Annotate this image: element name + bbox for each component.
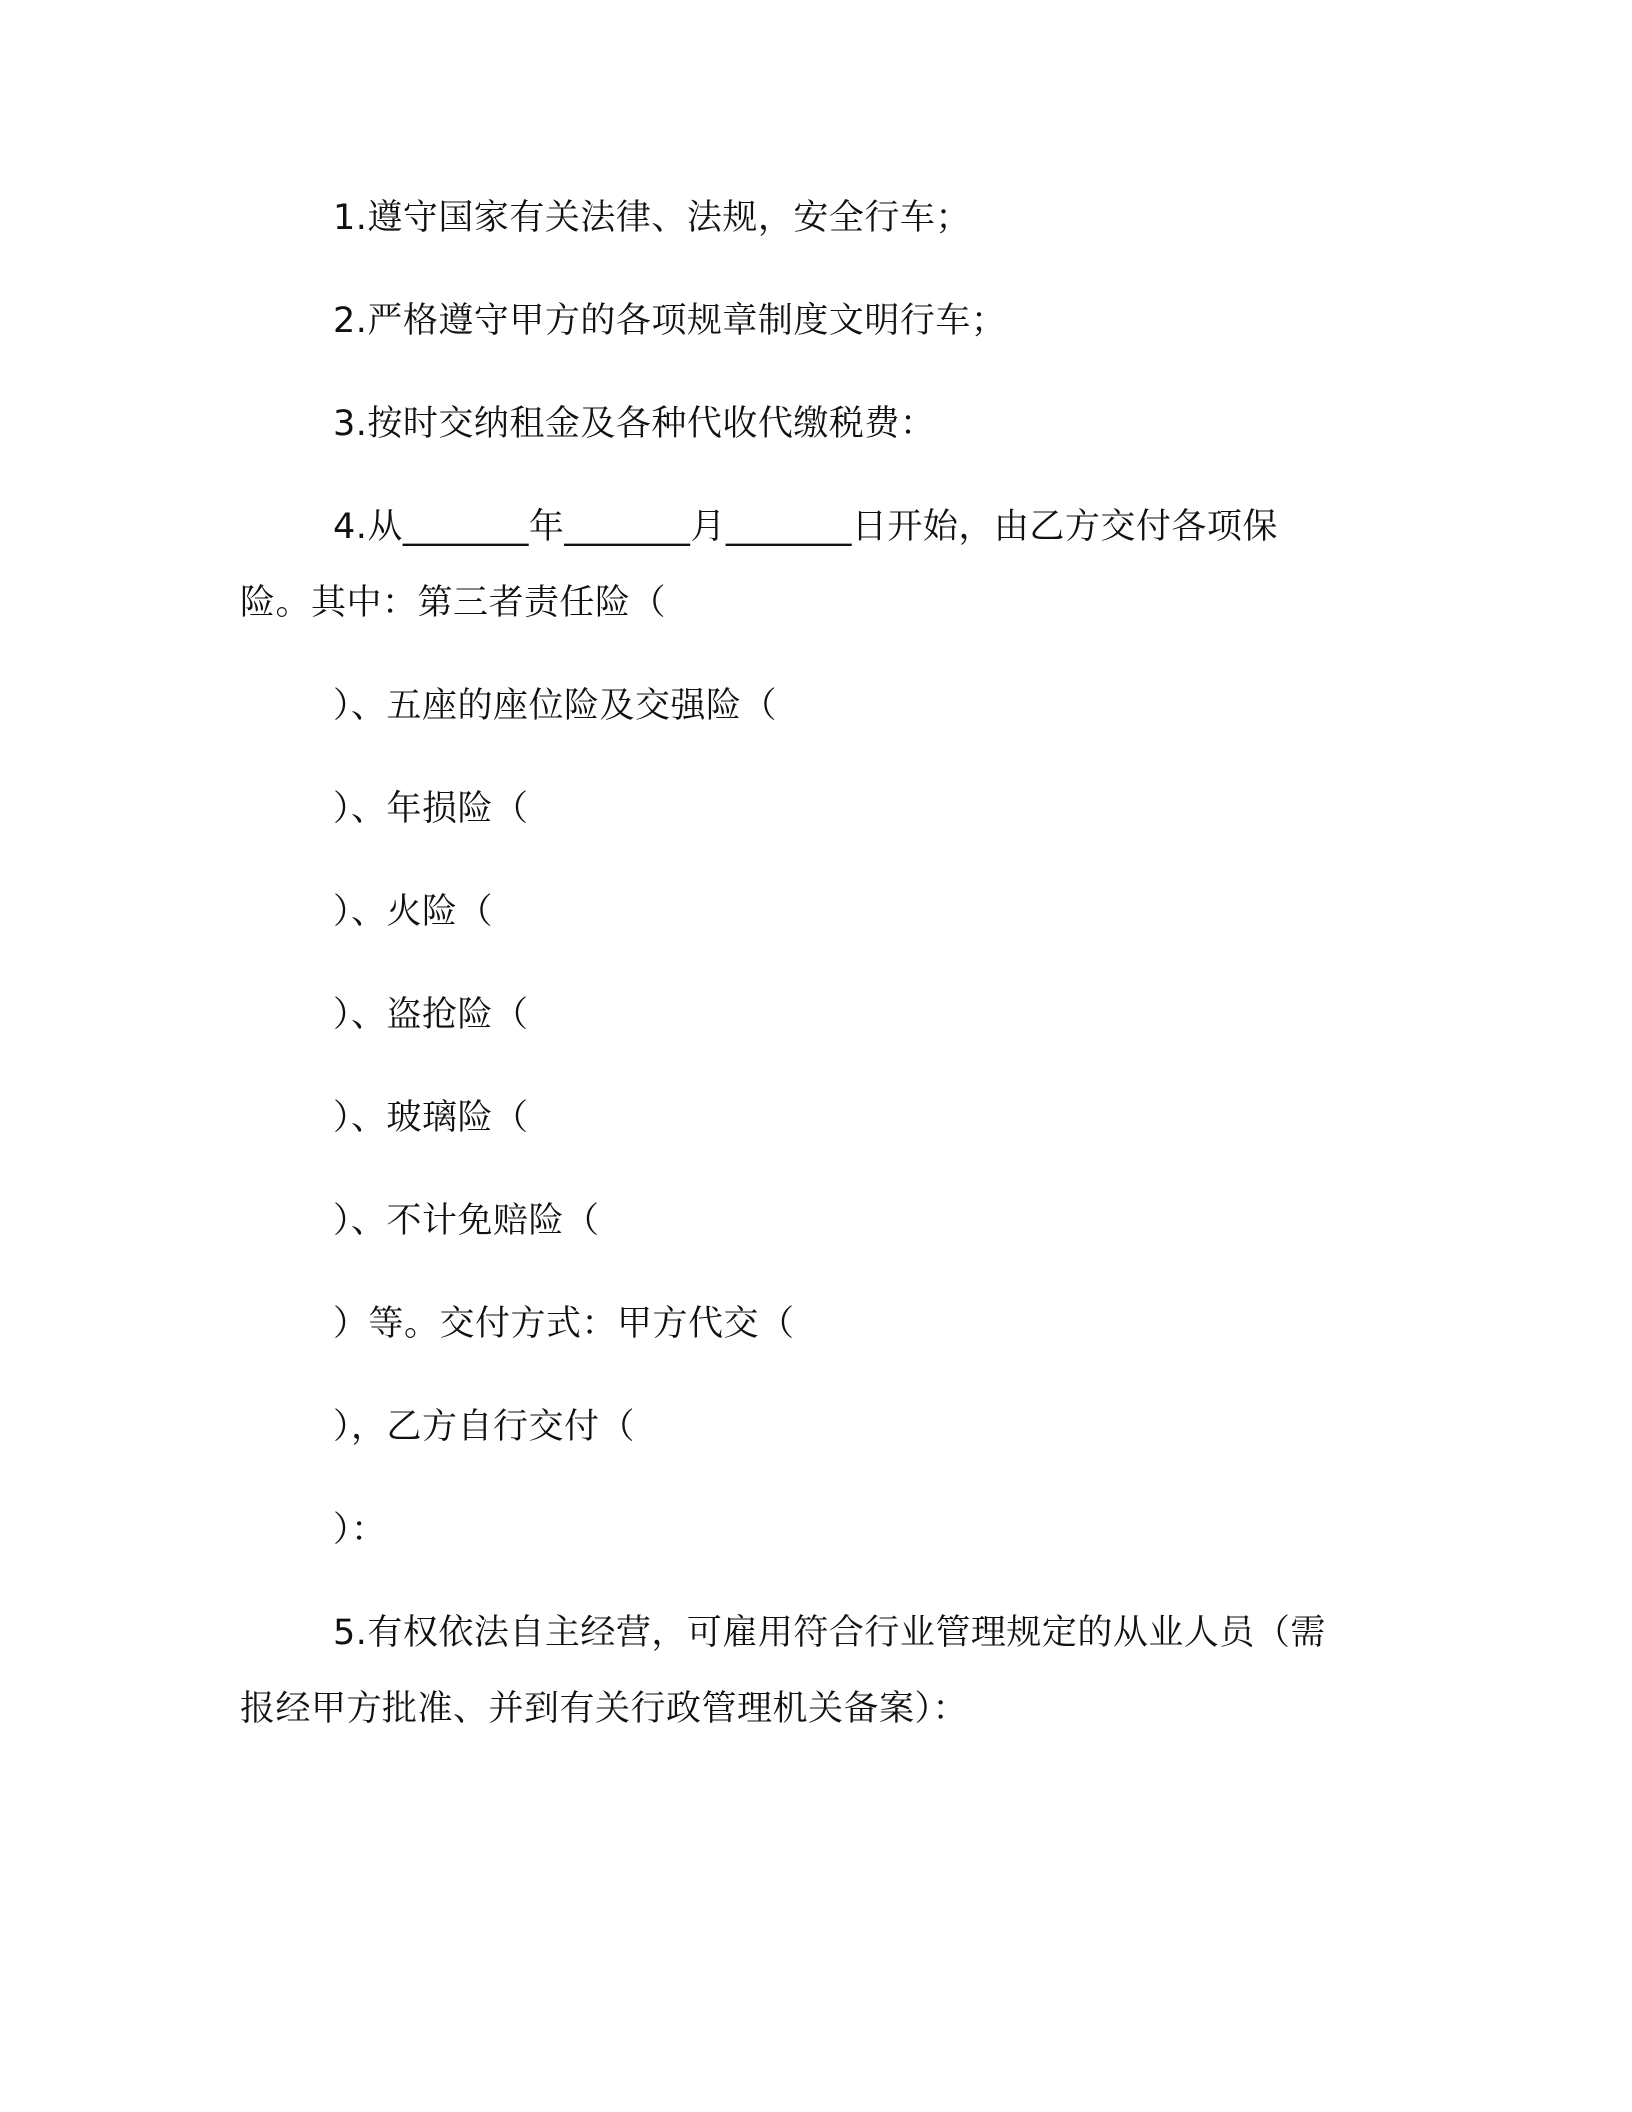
clause-5-line-1: 5.有权依法自主经营，可雇用符合行业管理规定的从业人员（需: [333, 1613, 1326, 1653]
clause-4-line-7: ）、玻璃险（: [333, 1098, 529, 1138]
clause-4-line-11: ）：: [333, 1510, 387, 1550]
clause-3: 3.按时交纳租金及各种代收代缴税费：: [333, 404, 936, 444]
clause-4-line-3: ）、五座的座位险及交强险（: [333, 686, 778, 726]
clause-2: 2.严格遵守甲方的各项规章制度文明行车；: [333, 301, 1007, 341]
clause-4-line-10: ），乙方自行交付（: [333, 1407, 636, 1447]
clause-4-line-9: ）等。交付方式：甲方代交（: [333, 1304, 795, 1344]
clause-4-line-4: ）、年损险（: [333, 789, 529, 829]
clause-1: 1.遵守国家有关法律、法规，安全行车；: [333, 198, 971, 238]
clause-5-line-2: 报经甲方批准、并到有关行政管理机关备案）：: [240, 1689, 969, 1729]
clause-4-line-6: ）、盗抢险（: [333, 995, 529, 1035]
clause-4-line-1: 4.从_______年_______月_______日开始，由乙方交付各项保: [333, 507, 1278, 547]
clause-4-line-5: ）、火险（: [333, 892, 494, 932]
clause-4-line-2: 险。其中：第三者责任险（: [240, 583, 667, 623]
clause-4-line-8: ）、不计免赔险（: [333, 1201, 600, 1241]
